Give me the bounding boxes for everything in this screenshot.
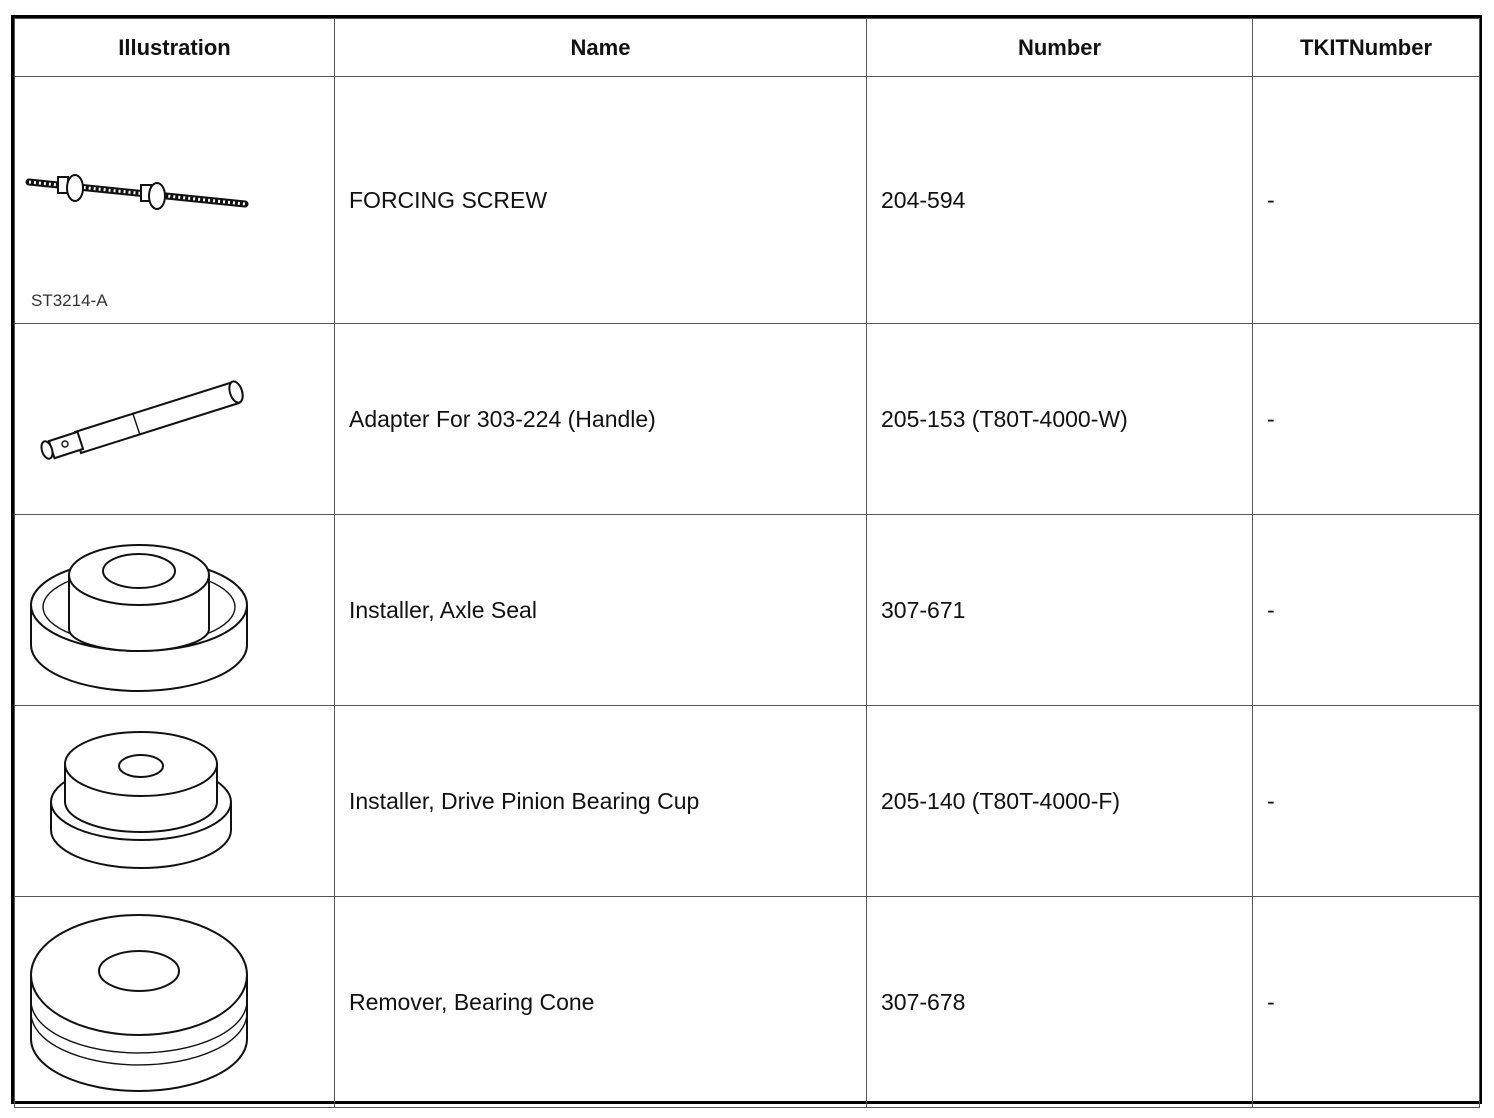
illustration-cell <box>15 77 335 324</box>
header-row <box>15 19 1480 77</box>
illustration-cell <box>15 515 335 706</box>
tool-name: FORCING SCREW <box>335 77 867 324</box>
table-row <box>15 324 1480 515</box>
tool-number: 307-671 <box>867 515 1253 706</box>
special-tools-table-frame <box>11 15 1482 1104</box>
tkit-number: - <box>1253 706 1480 897</box>
illustration-cell <box>15 324 335 515</box>
illustration-cell <box>15 706 335 897</box>
header-tkit-number: TKITNumber <box>1253 19 1480 77</box>
tool-number: 205-140 (T80T-4000-F) <box>867 706 1253 897</box>
special-tools-table <box>14 18 1480 1108</box>
axle-seal-installer-icon <box>15 515 335 705</box>
tool-name: Adapter For 303-224 (Handle) <box>335 324 867 515</box>
table-row <box>15 515 1480 706</box>
tool-name: Installer, Drive Pinion Bearing Cup <box>335 706 867 897</box>
illustration-caption: ST3214-A <box>31 291 108 310</box>
bearing-cone-remover-icon <box>15 897 335 1107</box>
header-number: Number <box>867 19 1253 77</box>
tool-name: Installer, Axle Seal <box>335 515 867 706</box>
handle-adapter-icon <box>15 324 335 514</box>
bearing-cup-installer-icon <box>15 706 335 896</box>
header-name: Name <box>335 19 867 77</box>
tool-number: 204-594 <box>867 77 1253 324</box>
tkit-number: - <box>1253 77 1480 324</box>
table-row <box>15 77 1480 324</box>
tool-name: Remover, Bearing Cone <box>335 897 867 1108</box>
table-row <box>15 897 1480 1108</box>
tkit-number: - <box>1253 897 1480 1108</box>
table-row <box>15 706 1480 897</box>
tkit-number: - <box>1253 515 1480 706</box>
illustration-cell <box>15 897 335 1108</box>
forcing-screw-icon <box>15 77 335 323</box>
tool-number: 307-678 <box>867 897 1253 1108</box>
tkit-number: - <box>1253 324 1480 515</box>
header-illustration: Illustration <box>15 19 335 77</box>
tool-number: 205-153 (T80T-4000-W) <box>867 324 1253 515</box>
